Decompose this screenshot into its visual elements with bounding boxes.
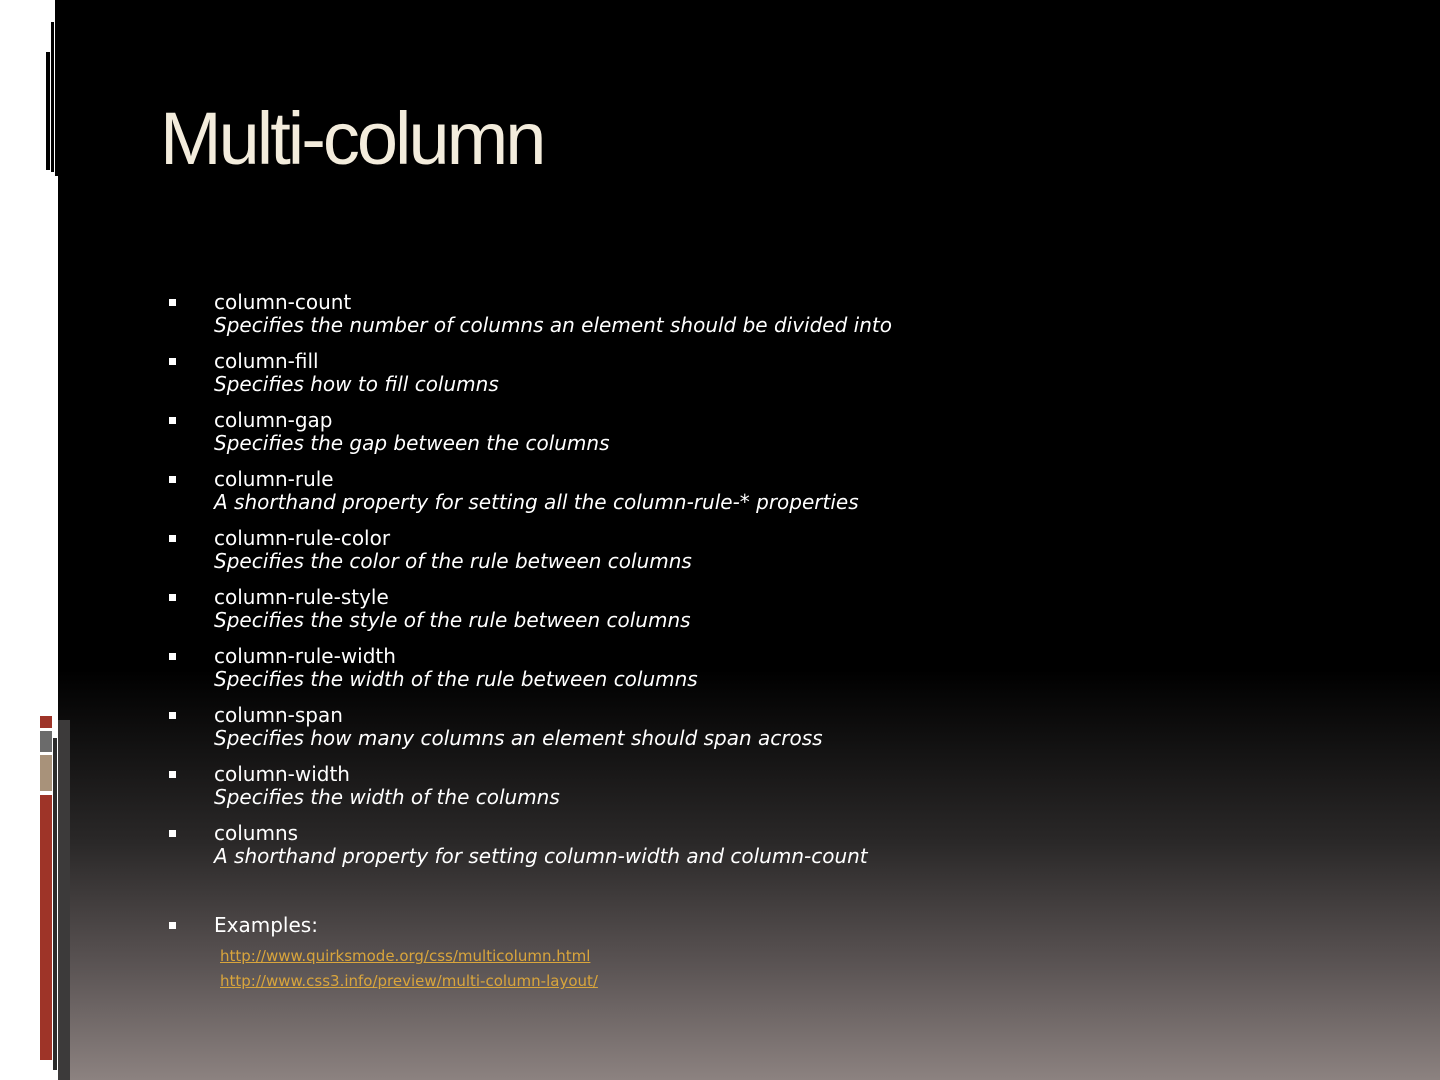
property-description: Specifies the width of the rule between columns — [214, 667, 698, 691]
example-link-css3info[interactable]: http://www.css3.info/preview/multi-column-layout/ — [220, 972, 598, 990]
property-name: column-width — [214, 762, 350, 786]
bullet-icon — [169, 653, 176, 660]
property-name: column-rule-width — [214, 644, 396, 668]
bullet-icon — [169, 771, 176, 778]
bullet-icon — [169, 535, 176, 542]
list-item — [165, 703, 1265, 750]
list-item — [165, 349, 1265, 396]
bullet-icon — [169, 922, 176, 929]
list-item — [165, 762, 1265, 809]
list-item — [165, 821, 1265, 868]
bullet-icon — [169, 594, 176, 601]
property-description: Specifies the gap between the columns — [214, 431, 610, 455]
property-description: Specifies the style of the rule between columns — [214, 608, 691, 632]
list-item — [165, 644, 1265, 691]
examples-section — [165, 913, 1065, 941]
example-links — [220, 944, 598, 994]
list-item — [165, 913, 1065, 937]
list-item — [165, 290, 1265, 337]
property-description: Specifies the width of the columns — [214, 785, 560, 809]
property-name: column-gap — [214, 408, 333, 432]
decor-block-tan — [40, 755, 52, 791]
slide-title: Multi-column — [160, 97, 544, 180]
decor-block-gray — [40, 731, 52, 752]
bullet-icon — [169, 417, 176, 424]
property-name: column-count — [214, 290, 352, 314]
property-list — [165, 290, 1265, 880]
bullet-icon — [169, 712, 176, 719]
decor-block-red — [40, 716, 52, 728]
bullet-icon — [169, 358, 176, 365]
decor-bar-top-3 — [55, 0, 58, 176]
property-description: Specifies the number of columns an element should be divided into — [214, 313, 892, 337]
list-item — [165, 467, 1265, 514]
property-name: column-rule — [214, 467, 334, 491]
property-name: columns — [214, 821, 299, 845]
property-name: column-fill — [214, 349, 319, 373]
example-link-quirksmode[interactable]: http://www.quirksmode.org/css/multicolumn.html — [220, 947, 591, 965]
property-description: Specifies how to fill columns — [214, 372, 499, 396]
decor-bar-bottom-2 — [58, 720, 70, 1080]
property-description: Specifies the color of the rule between columns — [214, 549, 692, 573]
property-description: Specifies how many columns an element should span across — [214, 726, 823, 750]
bullet-icon — [169, 830, 176, 837]
property-description: A shorthand property for setting column-width and column-count — [214, 844, 868, 868]
property-description: A shorthand property for setting all the column-rule-* properties — [214, 490, 859, 514]
property-name: column-rule-color — [214, 526, 391, 550]
decor-block-red-long — [40, 795, 52, 1060]
list-item — [165, 585, 1265, 632]
decor-bar-top-2 — [51, 22, 54, 172]
list-item — [165, 408, 1265, 455]
bullet-icon — [169, 476, 176, 483]
list-item — [165, 526, 1265, 573]
decor-bar-bottom-1 — [53, 738, 57, 1070]
decor-bar-top-1 — [46, 52, 50, 170]
property-name: column-span — [214, 703, 343, 727]
property-name: column-rule-style — [214, 585, 389, 609]
examples-label: Examples: — [214, 913, 318, 937]
bullet-icon — [169, 299, 176, 306]
